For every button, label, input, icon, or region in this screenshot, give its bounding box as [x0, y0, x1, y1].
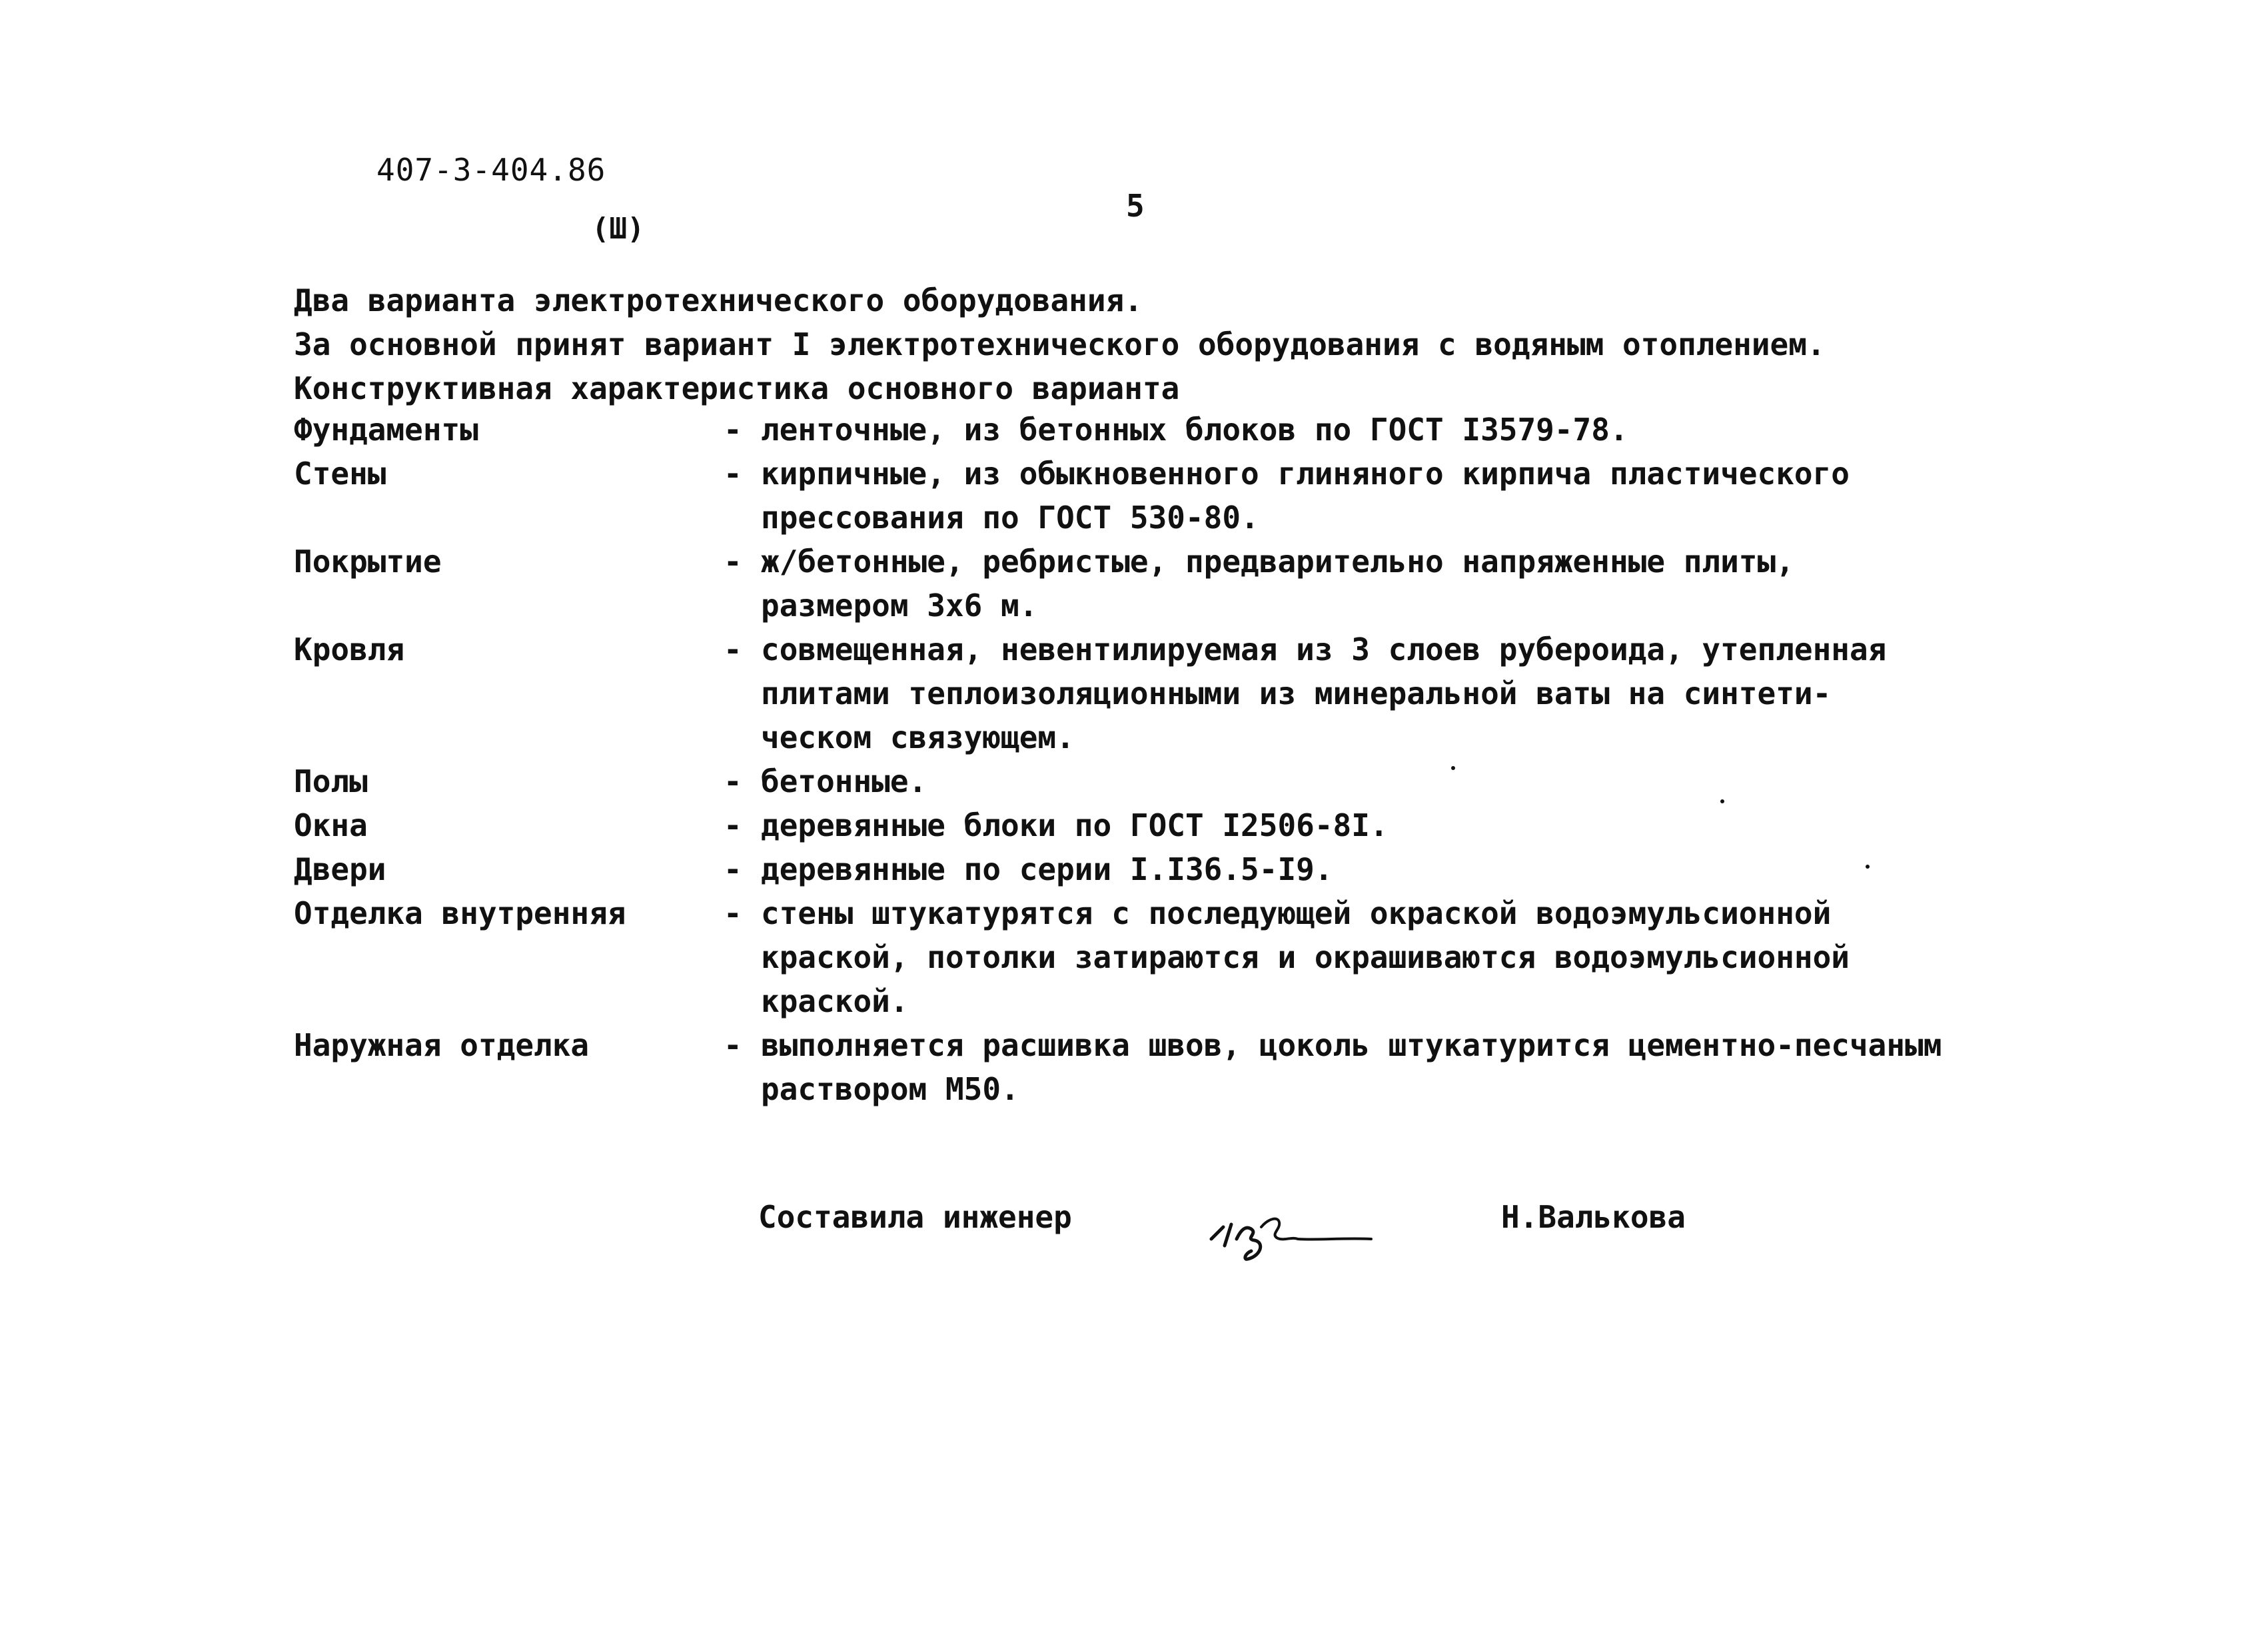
spec-row-roof	[294, 627, 2026, 759]
spec-description	[761, 540, 2013, 627]
spec-description-line: бетонные.	[761, 763, 927, 799]
document-part-label: (Ш)	[592, 212, 645, 246]
spec-description-line: деревянные блоки по ГОСТ I2506-8I.	[761, 807, 1389, 843]
spec-row-doors	[294, 847, 2026, 891]
spec-row-roofing-slabs	[294, 540, 2026, 627]
spec-row-walls	[294, 452, 2026, 540]
spec-term: Отделка внутренняя	[294, 895, 626, 931]
spec-description	[761, 1023, 2013, 1111]
spec-term: Покрытие	[294, 544, 442, 580]
spec-description-line: деревянные по серии I.I36.5-I9.	[761, 851, 1333, 887]
spec-dash: -	[724, 1027, 742, 1063]
scan-speck	[1866, 865, 1870, 869]
spec-term: Стены	[294, 456, 386, 492]
spec-description-line: ческом связующем.	[761, 719, 1075, 755]
spec-description-line: размером 3x6 м.	[761, 588, 1038, 623]
spec-description-line: ж/бетонные, ребристые, предварительно напряженные плиты,	[761, 544, 1794, 580]
spec-dash: -	[724, 763, 742, 799]
spec-dash: -	[724, 807, 742, 843]
spec-description	[761, 759, 2013, 803]
spec-description-line: плитами теплоизоляционными из минеральной ваты на синтети-	[761, 675, 1832, 711]
spec-row-foundations	[294, 408, 2026, 452]
spec-description-line: совмещенная, невентилируемая из 3 слоев рубероида, утепленная	[761, 631, 1887, 667]
signer-role: Составила инженер	[758, 1199, 1072, 1235]
spec-dash: -	[724, 456, 742, 492]
intro-line: Конструктивная характеристика основного варианта	[294, 370, 1180, 406]
spec-dash: -	[724, 895, 742, 931]
spec-dash: -	[724, 851, 742, 887]
page-number: 5	[1126, 188, 1145, 224]
spec-description	[761, 408, 2013, 452]
spec-term: Полы	[294, 763, 368, 799]
spec-description	[761, 891, 2013, 1023]
intro-line: За основной принят вариант I электротехнического оборудования с водяным отоплением.	[294, 326, 1826, 362]
intro-line: Два варианта электротехнического оборудования.	[294, 282, 1143, 318]
signature-block	[758, 1192, 1758, 1272]
spec-row-floors	[294, 759, 2026, 803]
spec-description-line: ленточные, из бетонных блоков по ГОСТ I3579-78.	[761, 412, 1628, 448]
spec-description	[761, 803, 2013, 847]
spec-row-interior-finish	[294, 891, 2026, 1023]
document-code: 407-3-404.86	[376, 152, 606, 188]
handwritten-signature-icon	[1205, 1192, 1458, 1266]
spec-description-line: раствором М50.	[761, 1071, 1019, 1107]
spec-description-line: прессования по ГОСТ 530-80.	[761, 500, 1259, 536]
spec-row-exterior-finish	[294, 1023, 2026, 1111]
spec-term: Наружная отделка	[294, 1027, 590, 1063]
signer-name: Н.Валькова	[1501, 1199, 1686, 1235]
spec-description-line: краской, потолки затираются и окрашиваются водоэмульсионной	[761, 939, 1850, 975]
spec-description	[761, 452, 2013, 540]
spec-dash: -	[724, 412, 742, 448]
spec-term: Окна	[294, 807, 368, 843]
spec-description	[761, 627, 2013, 759]
spec-dash: -	[724, 631, 742, 667]
spec-row-windows	[294, 803, 2026, 847]
intro-block	[294, 278, 2093, 410]
spec-description-line: кирпичные, из обыкновенного глиняного кирпича пластического	[761, 456, 1850, 492]
spec-term: Фундаменты	[294, 412, 478, 448]
spec-term: Двери	[294, 851, 386, 887]
spec-dash: -	[724, 544, 742, 580]
construction-spec-list	[294, 408, 2026, 1111]
spec-term: Кровля	[294, 631, 405, 667]
spec-description-line: выполняется расшивка швов, цоколь штукатурится цементно-песчаным	[761, 1027, 1942, 1063]
spec-description	[761, 847, 2013, 891]
scan-speck	[1451, 766, 1455, 770]
scan-speck	[1720, 799, 1724, 803]
spec-description-line: стены штукатурятся с последующей окраской водоэмульсионной	[761, 895, 1832, 931]
spec-description-line: краской.	[761, 983, 909, 1019]
